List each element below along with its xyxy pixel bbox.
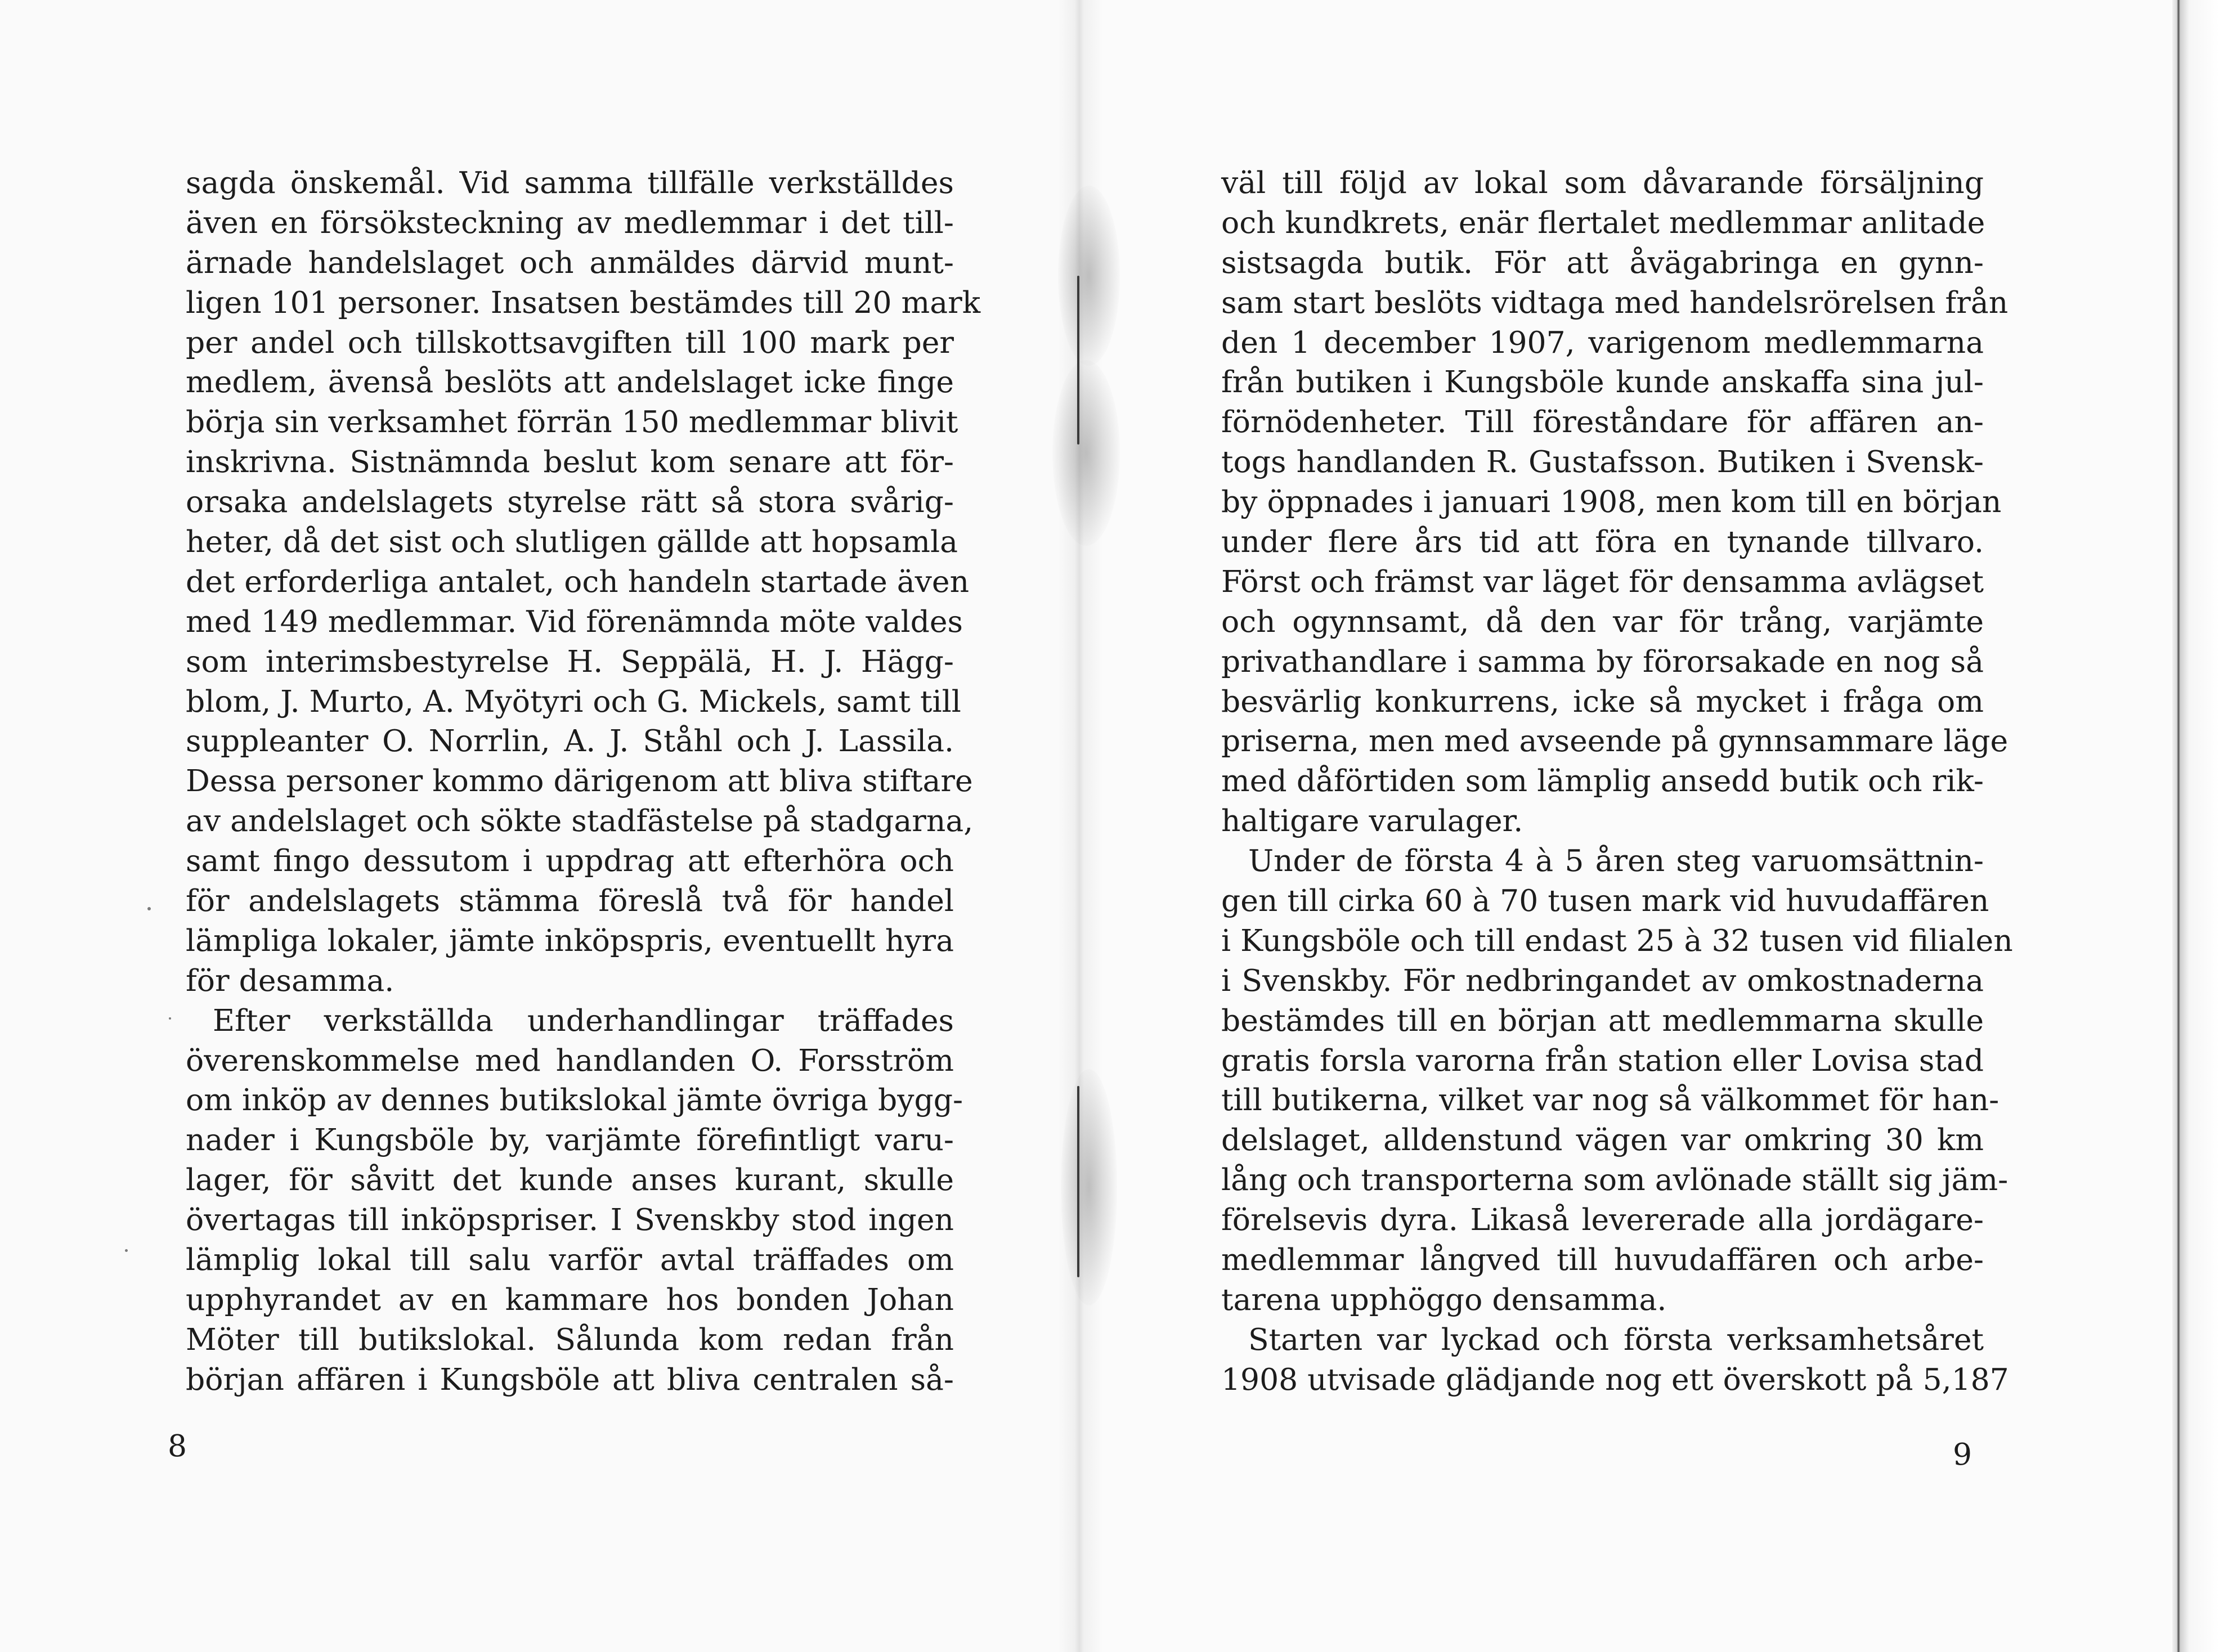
text-line: lager, för såvitt det kunde anses kurant, skulle	[186, 1162, 954, 1198]
text-line: sistsagda butik. För att åvägabringa en gynn-	[1221, 244, 1984, 280]
text-line: av andelslaget och sökte stadfästelse på stadgarna,	[186, 803, 974, 839]
right-page-number: 9	[1953, 1436, 1973, 1472]
text-line: tarena upphöggo densamma.	[1221, 1281, 1667, 1317]
left-page-text	[186, 163, 981, 1400]
binding-staple	[1077, 1086, 1079, 1277]
text-line: haltigare varulager.	[1221, 803, 1523, 839]
text-line: det erforderliga antalet, och handeln startade även	[186, 563, 970, 599]
text-line: lämpliga lokaler, jämte inköpspris, eventuellt hyra	[186, 922, 954, 958]
text-line: med dåförtiden som lämplig ansedd butik och rik-	[1221, 763, 1984, 799]
text-line: medlemmar långved till huvudaffären och arbe-	[1221, 1242, 1984, 1278]
binding-stain	[1061, 1069, 1117, 1305]
text-line: medlem, ävenså beslöts att andelslaget icke finge	[186, 364, 954, 400]
text-line: sam start beslöts vidtaga med handelsrörelsen från	[1221, 284, 2009, 320]
text-line: övertagas till inköpspriser. I Svenskby stod ingen	[186, 1202, 954, 1238]
text-line: ligen 101 personer. Insatsen bestämdes till 20 mark	[186, 284, 981, 320]
text-line: lämplig lokal till salu varför avtal träffades om	[186, 1242, 954, 1278]
text-line: till butikerna, vilket var nog så välkommet för han-	[1221, 1082, 2000, 1118]
text-line: som interimsbestyrelse H. Seppälä, H. J. Hägg-	[186, 643, 954, 679]
paper-speck	[147, 907, 151, 910]
text-line: besvärlig konkurrens, icke så mycket i fråga om	[1221, 683, 1984, 719]
text-line: Först och främst var läget för densamma avlägset	[1221, 563, 1984, 599]
text-line: privathandlare i samma by förorsakade en nog så	[1221, 643, 1984, 679]
text-line: överenskommelse med handlanden O. Forsström	[186, 1042, 954, 1078]
text-line: bestämdes till en början att medlemmarna skulle	[1221, 1002, 1984, 1038]
text-line: den 1 december 1907, varigenom medlemmarna	[1221, 324, 1984, 360]
text-line: gratis forsla varorna från station eller Lovisa stad	[1221, 1042, 1984, 1078]
text-line: för andelslagets stämma föreslå två för handel	[186, 883, 954, 919]
text-line: heter, då det sist och slutligen gällde att hopsamla	[186, 524, 958, 560]
text-line: förnödenheter. Till föreståndare för affären an-	[1221, 404, 1984, 440]
paper-speck	[169, 1017, 171, 1020]
page-outer-edge	[2172, 0, 2219, 1652]
text-line: priserna, men med avseende på gynnsammare läge	[1221, 723, 2009, 759]
text-line: Efter verkställda underhandlingar träffades	[213, 1002, 954, 1038]
text-line: Dessa personer kommo därigenom att bliva stiftare	[186, 763, 973, 799]
binding-stain	[1052, 360, 1120, 546]
text-line: inskrivna. Sistnämnda beslut kom senare att för-	[186, 444, 954, 480]
text-line: Möter till butikslokal. Sålunda kom redan från	[186, 1321, 954, 1357]
text-line: för desamma.	[186, 962, 395, 998]
text-line: från butiken i Kungsböle kunde anskaffa sina jul-	[1221, 364, 1984, 400]
text-line: 1908 utvisade glädjande nog ett överskott på 5,187	[1221, 1361, 2009, 1397]
text-line: sagda önskemål. Vid samma tillfälle verkställdes	[186, 165, 954, 200]
text-line: under flere års tid att föra en tynande tillvaro.	[1221, 524, 1984, 560]
text-line: upphyrandet av en kammare hos bonden Johan	[186, 1281, 954, 1317]
text-line: och kundkrets, enär flertalet medlemmar anlitade	[1221, 204, 1985, 240]
text-line: förelsevis dyra. Likaså levererade alla jordägare-	[1221, 1202, 1984, 1238]
text-line: börja sin verksamhet förrän 150 medlemmar blivit	[186, 404, 958, 440]
text-line: väl till följd av lokal som dåvarande försäljning	[1221, 165, 1984, 200]
text-line: orsaka andelslagets styrelse rätt så stora svårig-	[186, 484, 954, 520]
text-line: även en försöksteckning av medlemmar i det till-	[186, 204, 954, 240]
text-line: i Svenskby. För nedbringandet av omkostnaderna	[1221, 962, 1984, 998]
text-line: Starten var lyckad och första verksamhetsåret	[1248, 1321, 1984, 1357]
text-line: ärnade handelslaget och anmäldes därvid munt-	[186, 244, 954, 280]
text-line: blom, J. Murto, A. Myötyri och G. Mickels, samt till	[186, 683, 961, 719]
text-line: nader i Kungsböle by, varjämte förefintligt varu-	[186, 1122, 954, 1158]
text-line: början affären i Kungsböle att bliva centralen så-	[186, 1361, 954, 1397]
text-line: suppleanter O. Norrlin, A. J. Ståhl och J. Lassila.	[186, 723, 954, 759]
text-line: gen till cirka 60 à 70 tusen mark vid huvudaffären	[1221, 883, 1989, 919]
binding-stain	[1058, 186, 1120, 366]
text-line: Under de första 4 à 5 åren steg varuomsättnin-	[1248, 843, 1984, 879]
text-line: samt fingo dessutom i uppdrag att efterhöra och	[186, 843, 954, 879]
right-page-text	[1221, 163, 2013, 1400]
left-page	[0, 0, 1081, 1652]
text-line: lång och transporterna som avlönade ställt sig jäm-	[1221, 1162, 2009, 1198]
text-line: i Kungsböle och till endast 25 à 32 tusen vid filialen	[1221, 922, 2013, 958]
text-line: togs handlanden R. Gustafsson. Butiken i Svensk-	[1221, 444, 1984, 480]
text-line: med 149 medlemmar. Vid förenämnda möte valdes	[186, 603, 963, 639]
text-line: om inköp av dennes butikslokal jämte övriga bygg-	[186, 1082, 963, 1118]
text-line: by öppnades i januari 1908, men kom till en början	[1221, 484, 2002, 520]
text-line: och ogynnsamt, då den var för trång, varjämte	[1221, 603, 1984, 639]
text-line: delslaget, alldenstund vägen var omkring 30 km	[1221, 1122, 1984, 1158]
binding-staple	[1077, 276, 1079, 445]
paper-speck	[125, 1249, 128, 1252]
text-line: per andel och tillskottsavgiften till 100 mark per	[186, 324, 954, 360]
left-page-number: 8	[168, 1428, 187, 1464]
